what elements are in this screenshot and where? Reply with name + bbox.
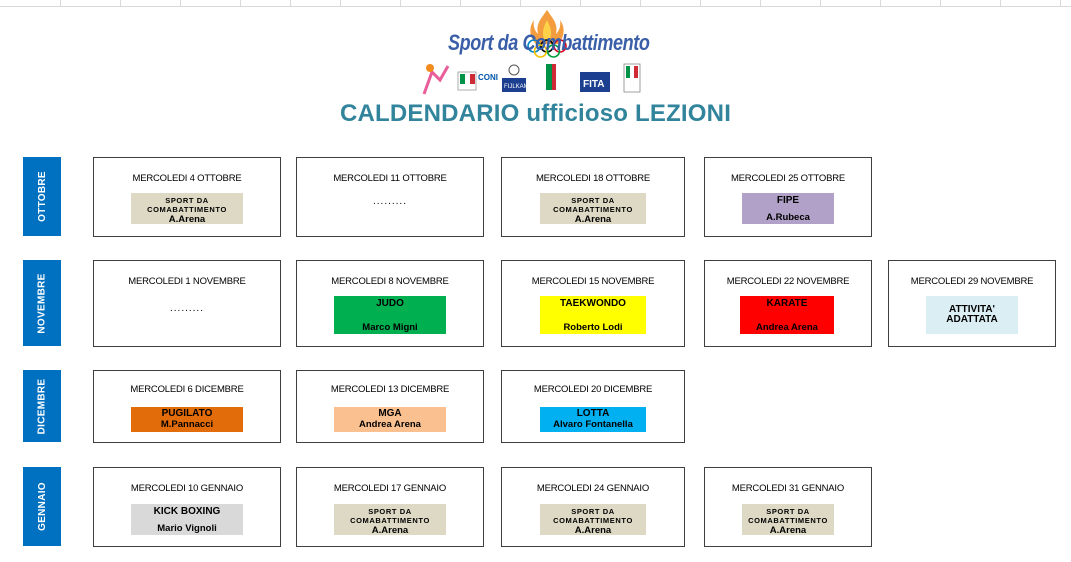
lesson-card-6-dicembre	[93, 370, 281, 443]
no-lesson-dash: .........	[372, 196, 407, 207]
lesson-badge: SPORT DA COMABATTIMENTO A.Arena	[540, 504, 646, 535]
lesson-card-4-ottobre	[93, 157, 281, 237]
lesson-badge: KICK BOXING Mario Vignoli	[131, 504, 243, 535]
lesson-card-25-ottobre	[704, 157, 872, 237]
svg-text:CONI: CONI	[478, 73, 498, 82]
lesson-card-8-novembre	[296, 260, 484, 347]
svg-text:FIJLKAM: FIJLKAM	[504, 84, 529, 90]
lesson-date: MERCOLEDI 13 DICEMBRE	[330, 384, 450, 395]
lesson-card-31-gennaio	[704, 467, 872, 547]
page-title: CALDENDARIO ufficioso LEZIONI	[339, 100, 732, 127]
lesson-date: MERCOLEDI 4 OTTOBRE	[132, 173, 242, 184]
lesson-date: MERCOLEDI 31 GENNAIO	[731, 483, 845, 494]
lesson-badge: SPORT DA COMABATTIMENTO A.Arena	[742, 504, 834, 535]
no-lesson-dash: .........	[169, 303, 204, 314]
lesson-card-15-novembre	[501, 260, 685, 347]
lesson-date: MERCOLEDI 20 DICEMBRE	[533, 384, 653, 395]
lesson-card-11-ottobre	[296, 157, 484, 237]
lesson-badge: SPORT DA COMABATTIMENTO A.Arena	[540, 193, 646, 224]
lesson-badge: TAEKWONDO Roberto Lodi	[540, 296, 646, 334]
lesson-card-24-gennaio	[501, 467, 685, 547]
lesson-badge: FIPE A.Rubeca	[742, 193, 834, 224]
month-label-novembre: NOVEMBRE	[23, 260, 61, 346]
lesson-badge: MGA Andrea Arena	[334, 407, 446, 432]
lesson-card-13-dicembre	[296, 370, 484, 443]
lesson-date: MERCOLEDI 18 OTTOBRE	[535, 173, 651, 184]
lesson-card-18-ottobre	[501, 157, 685, 237]
lesson-card-20-dicembre	[501, 370, 685, 443]
lesson-badge: KARATE Andrea Arena	[740, 296, 834, 334]
lesson-badge: SPORT DA COMABATTIMENTO A.Arena	[334, 504, 446, 535]
lesson-badge: LOTTA Alvaro Fontanella	[540, 407, 646, 432]
lesson-date: MERCOLEDI 11 OTTOBRE	[333, 173, 447, 184]
lesson-date: MERCOLEDI 17 GENNAIO	[333, 483, 447, 494]
month-label-gennaio: GENNAIO	[23, 467, 61, 546]
lesson-badge: SPORT DA COMABATTIMENTO A.Arena	[131, 193, 243, 224]
lesson-card-1-novembre	[93, 260, 281, 347]
federation-logos-strip	[420, 58, 660, 98]
logo-text: Sport da Combattimento	[448, 30, 650, 55]
lesson-date: MERCOLEDI 10 GENNAIO	[130, 483, 244, 494]
lesson-date: MERCOLEDI 24 GENNAIO	[536, 483, 650, 494]
lesson-date: MERCOLEDI 22 NOVEMBRE	[726, 276, 850, 287]
lesson-date: MERCOLEDI 29 NOVEMBRE	[910, 276, 1034, 287]
lesson-card-17-gennaio	[296, 467, 484, 547]
lesson-badge: JUDO Marco Migni	[334, 296, 446, 334]
lesson-date: MERCOLEDI 15 NOVEMBRE	[531, 276, 655, 287]
lesson-badge: ATTIVITA' ADATTATA	[926, 296, 1018, 334]
lesson-date: MERCOLEDI 6 DICEMBRE	[130, 384, 244, 395]
lesson-date: MERCOLEDI 1 NOVEMBRE	[128, 276, 246, 287]
lesson-date: MERCOLEDI 25 OTTOBRE	[730, 173, 846, 184]
month-label-ottobre: OTTOBRE	[23, 157, 61, 236]
lesson-badge: PUGILATO M.Pannacci	[131, 407, 243, 432]
lesson-date: MERCOLEDI 8 NOVEMBRE	[331, 276, 449, 287]
svg-text:FITA: FITA	[583, 79, 605, 90]
month-label-dicembre: DICEMBRE	[23, 370, 61, 442]
lesson-card-10-gennaio	[93, 467, 281, 547]
lesson-card-22-novembre	[704, 260, 872, 347]
lesson-card-29-novembre	[888, 260, 1056, 347]
sport-da-combattimento-logo	[420, 4, 680, 100]
